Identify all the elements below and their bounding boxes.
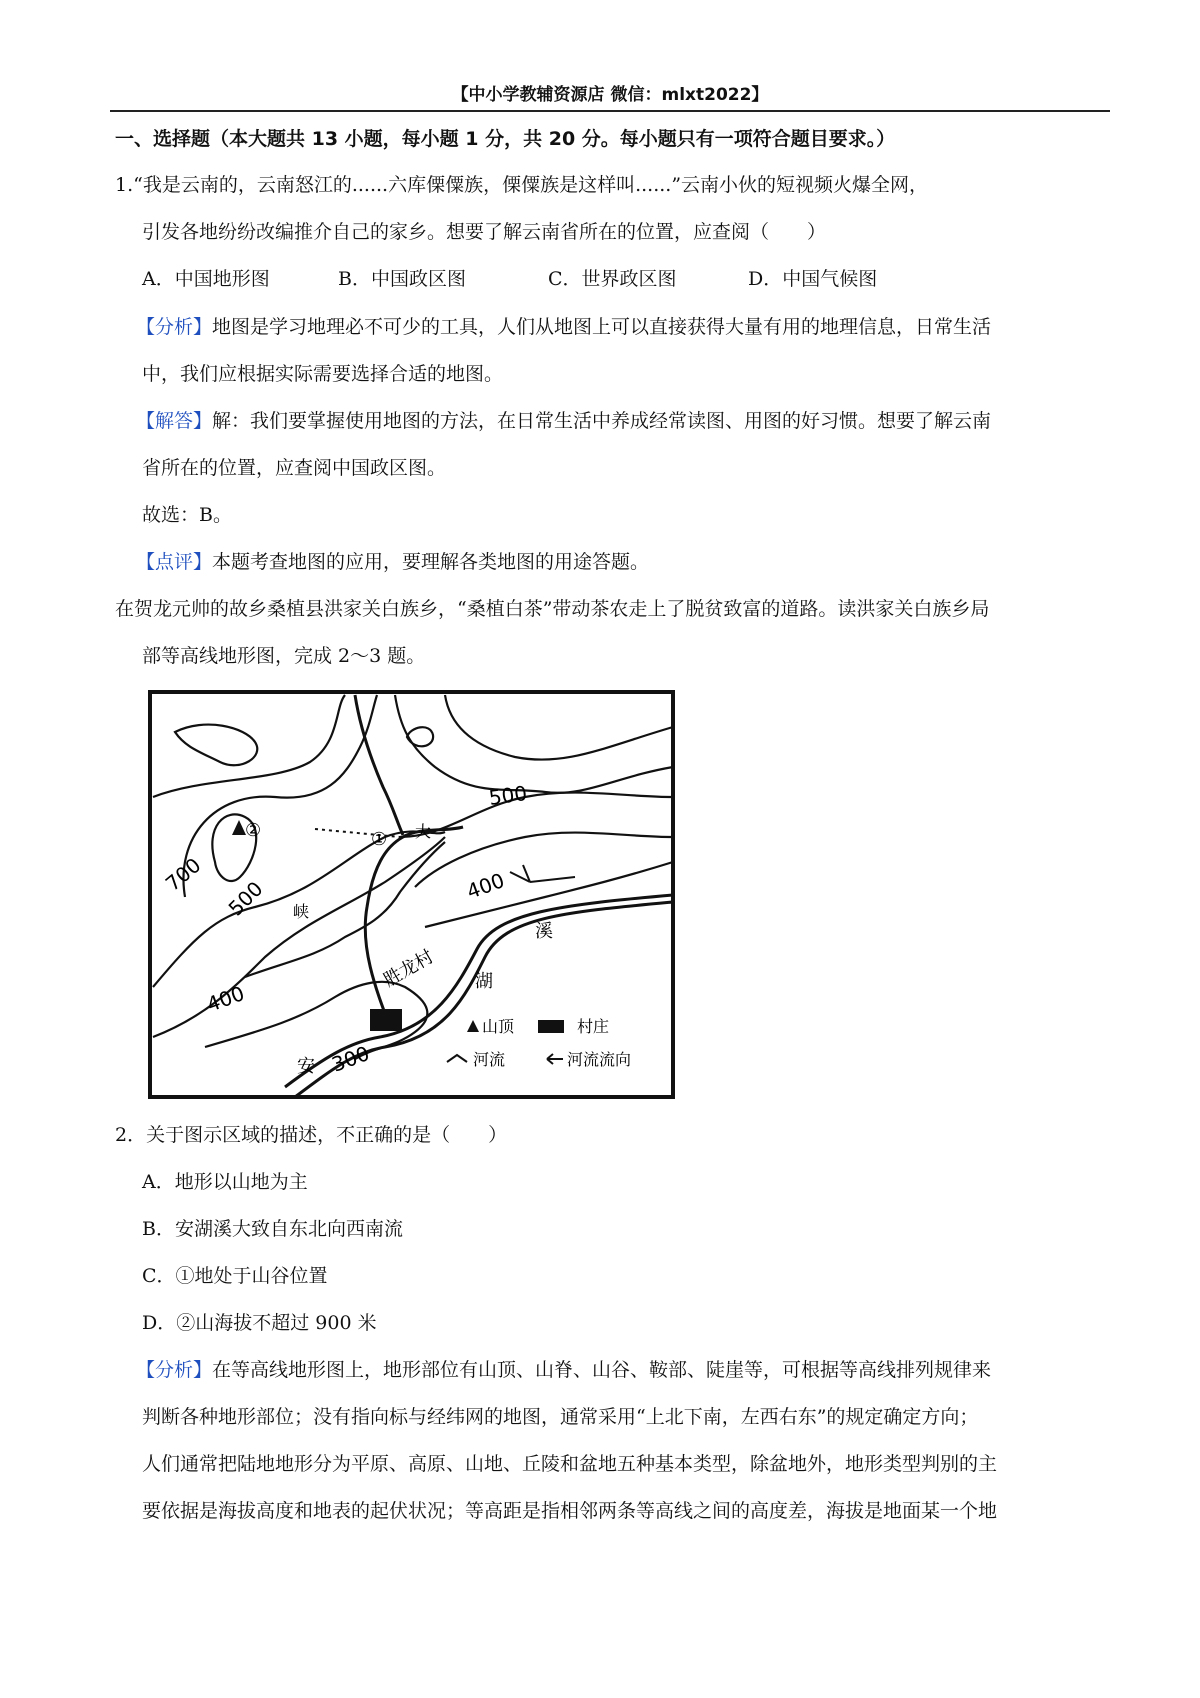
legend-flow-label: 河流流向: [567, 1050, 632, 1069]
q2-analysis-text: 在等高线地形图上，地形部位有山顶、山脊、山谷、鞍部、陡崖等，可根据等高线排列规律来: [212, 1359, 992, 1381]
q1-stem-line1: 1.“我是云南的，云南怒江的......六库傈僳族，傈僳族是这样叫......”云南小伙的短视频火爆全网，: [115, 174, 929, 196]
q2-analysis-line2: 判断各种地形部位；没有指向标与经纬网的地图，通常采用“上北下南，左西右东”的规定确定方向；: [142, 1406, 979, 1428]
q1-comment-text: 本题考查地图的应用，要理解各类地图的用途答题。: [212, 551, 650, 573]
river-char-xia: 峡: [293, 902, 310, 921]
contour-map: [145, 687, 680, 1105]
q1-option-c: C．世界政区图: [548, 268, 677, 290]
point-1-label: ①: [371, 829, 388, 850]
q2-option-b: B．安湖溪大致自东北向西南流: [142, 1218, 403, 1240]
page-header: 【中小学教辅资源店 微信：mlxt2022】: [451, 85, 769, 105]
q1-answer-line1: [136, 410, 991, 433]
contour-label-400-right: 400: [463, 868, 508, 904]
map-frame: [150, 692, 673, 1097]
q1-analysis-line2: 中，我们应根据实际需要选择合适的地图。: [142, 363, 504, 385]
legend-village-icon: [538, 1020, 564, 1033]
q1-analysis-tag: 【分析】: [136, 316, 213, 338]
q1-answer-line2: 省所在的位置，应查阅中国政区图。: [142, 457, 447, 479]
river-char-xi: 溪: [535, 921, 553, 942]
legend-peak-label: 山顶: [482, 1017, 515, 1036]
legend-river-label: 河流: [473, 1050, 506, 1069]
q1-analysis-line1: [136, 316, 991, 339]
contour-label-500-top: 500: [487, 780, 529, 810]
section-title: 一、选择题（本大题共 13 小题，每小题 1 分，共 20 分。每小题只有一项符合题目要求。）: [115, 128, 896, 150]
q1-choice: 故选：B。: [142, 504, 232, 526]
q2-analysis-line4: 要依据是海拔高度和地表的起伏状况；等高距是指相邻两条等高线之间的高度差，海拔是地面某一个地: [142, 1500, 998, 1522]
q2-analysis-line1: [136, 1359, 991, 1382]
q1-options: [142, 268, 877, 291]
q1-answer-text: 解：我们要掌握使用地图的方法，在日常生活中养成经常读图、用图的好习惯。想要了解云南: [212, 410, 992, 432]
q2-analysis-line3: 人们通常把陆地地形分为平原、高原、山地、丘陵和盆地五种基本类型，除盆地外，地形类型判别的主: [142, 1453, 998, 1475]
q2-stem: 2．关于图示区域的描述，不正确的是（ ）: [115, 1124, 508, 1146]
q2-option-a: A．地形以山地为主: [142, 1171, 308, 1193]
contour-label-500-left: 500: [223, 876, 268, 921]
contour-label-700: 700: [160, 852, 206, 896]
legend-village-label: 村庄: [577, 1017, 610, 1036]
q1-analysis-text: 地图是学习地理必不可少的工具，人们从地图上可以直接获得大量有用的地理信息，日常生活: [212, 316, 992, 338]
river-char-an: 安: [297, 1056, 315, 1077]
header-divider: [110, 110, 1110, 112]
q1-comment-tag: 【点评】: [136, 551, 213, 573]
q1-option-b: B．中国政区图: [338, 268, 466, 290]
contour-label-400-left: 400: [203, 981, 248, 1017]
point-2-label: ②: [245, 820, 262, 841]
village-marker: [370, 1009, 402, 1031]
q1-answer-tag: 【解答】: [136, 410, 213, 432]
q2-option-c: C．①地处于山谷位置: [142, 1265, 328, 1287]
intro-line2: 部等高线地形图，完成 2～3 题。: [142, 645, 426, 667]
q2-analysis-tag: 【分析】: [136, 1359, 213, 1381]
river-char-hu: 湖: [475, 971, 493, 992]
q1-comment: [136, 551, 649, 574]
contour-label-300: 300: [328, 1041, 373, 1077]
river-char-da: 大: [415, 822, 432, 841]
intro-line1: 在贺龙元帅的故乡桑植县洪家关白族乡，“桑植白茶”带动茶农走上了脱贫致富的道路。读洪家关白族乡局: [115, 598, 990, 620]
village-name: 胜龙村: [380, 946, 438, 992]
q2-option-d: D．②山海拔不超过 900 米: [142, 1312, 377, 1334]
q1-stem-line2: 引发各地纷纷改编推介自己的家乡。想要了解云南省所在的位置，应查阅（ ）: [142, 221, 827, 243]
q1-option-a: A．中国地形图: [142, 268, 270, 290]
q1-option-d: D．中国气候图: [748, 268, 878, 290]
